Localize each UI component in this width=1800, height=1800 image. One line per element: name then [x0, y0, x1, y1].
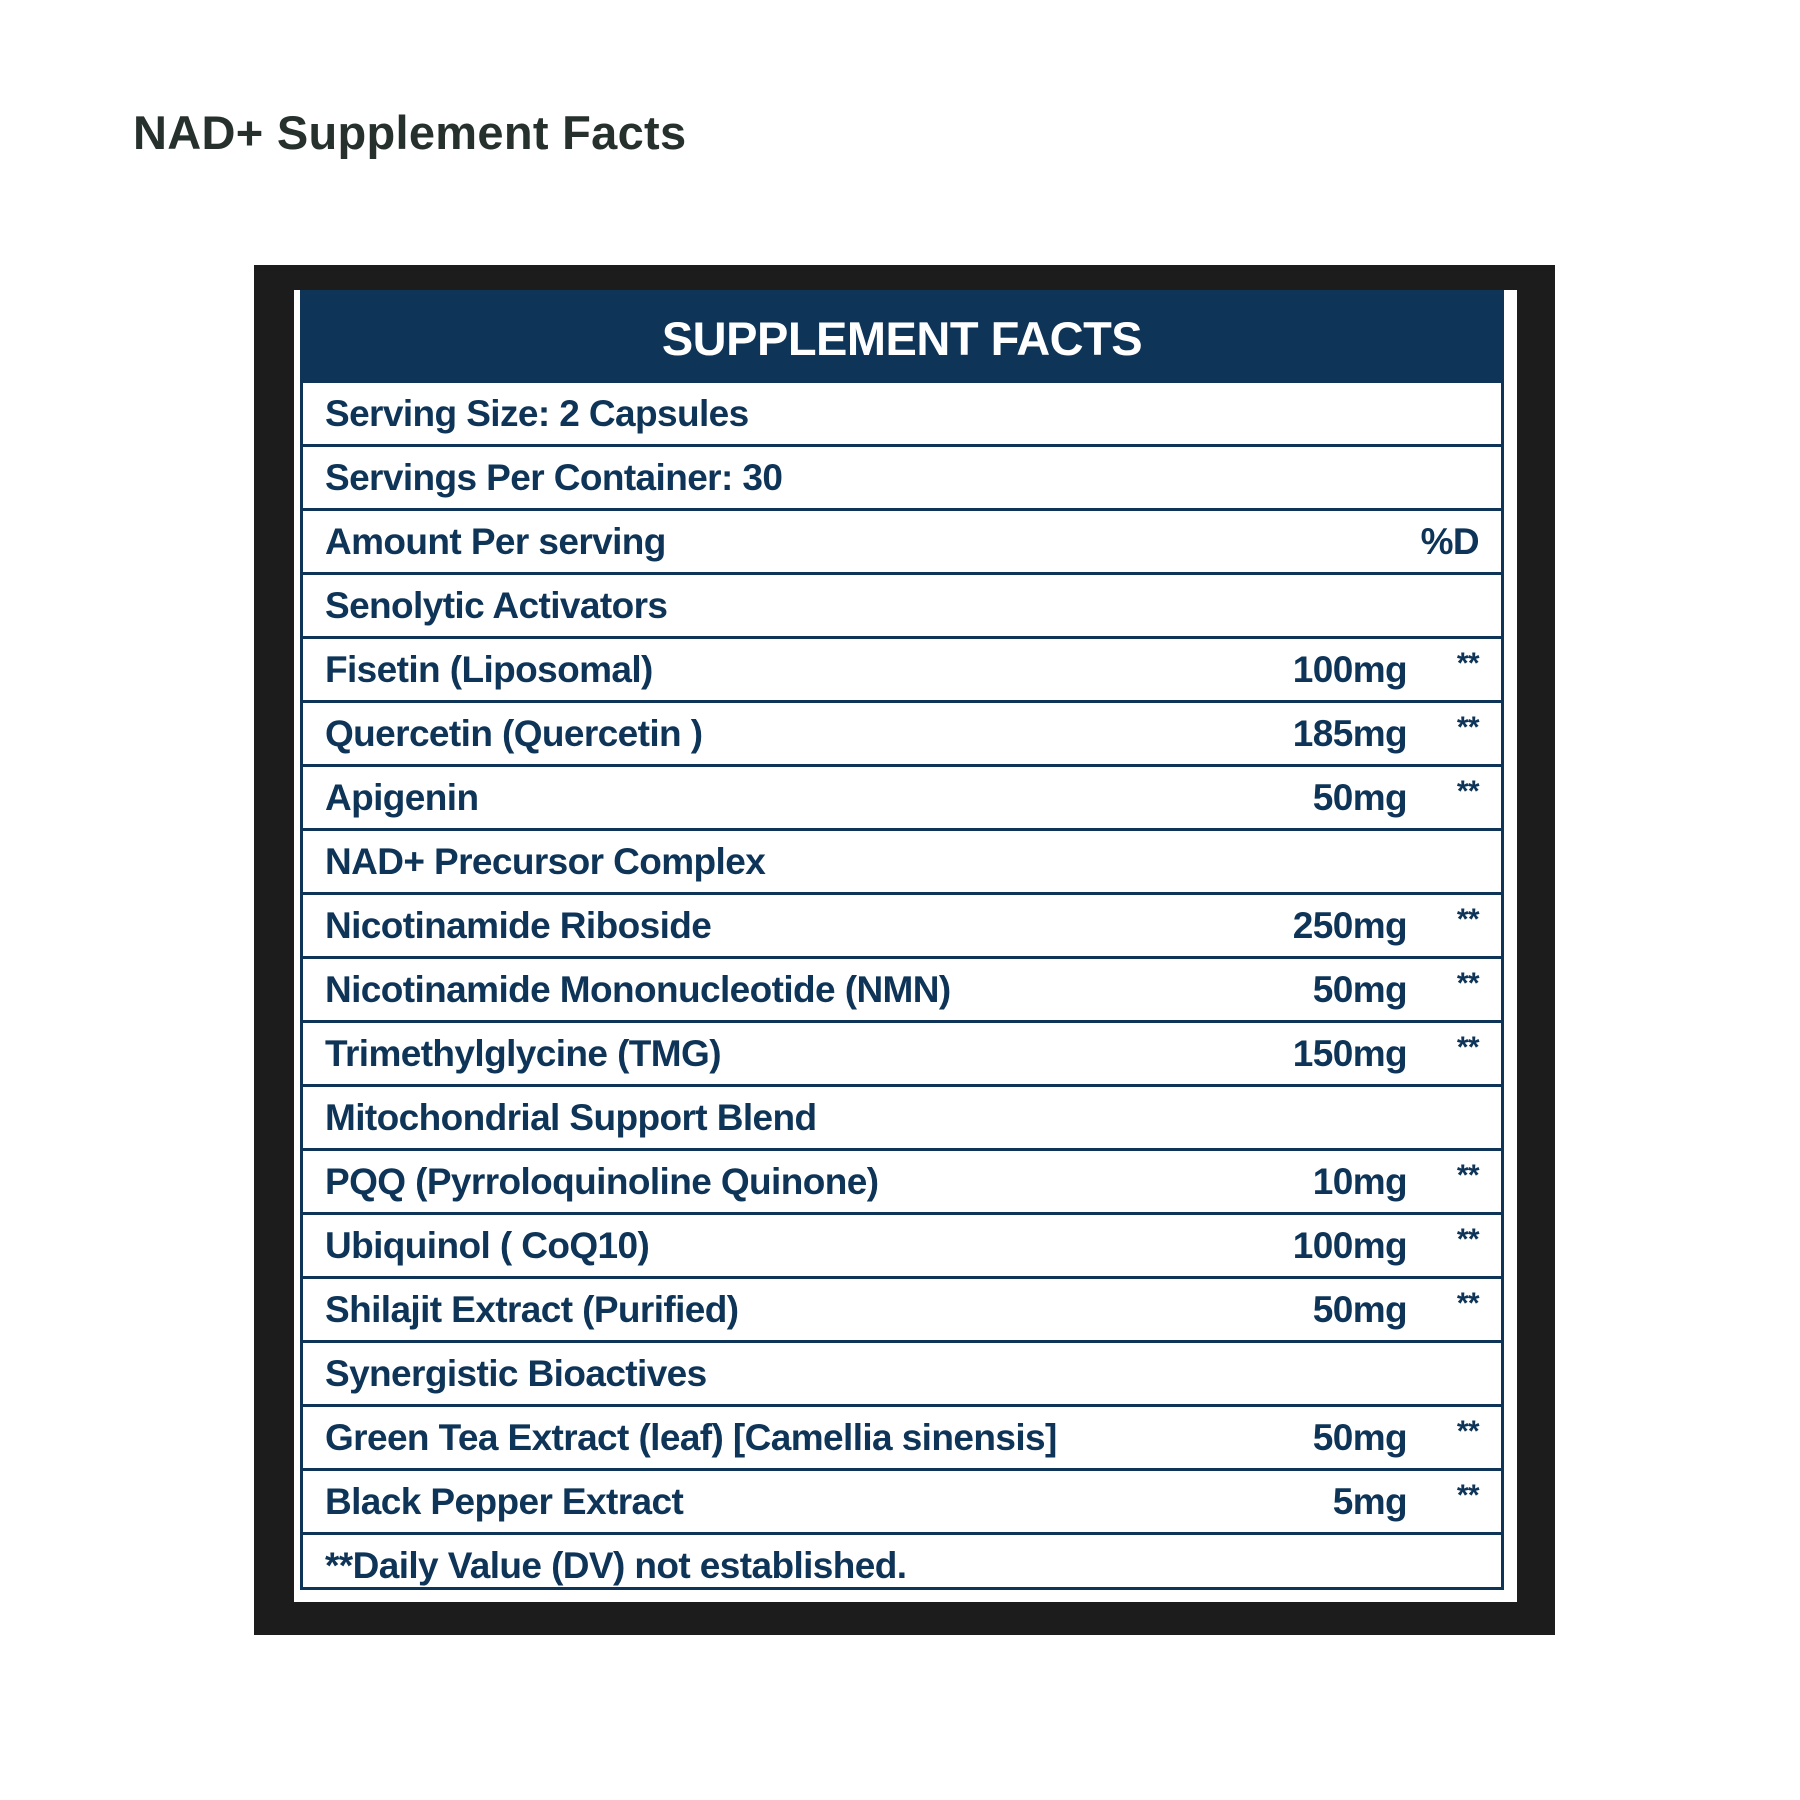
ingredient-amount: 250mg	[1292, 904, 1407, 946]
ingredient-row	[303, 767, 1501, 831]
ingredient-name: Ubiquinol ( CoQ10)	[325, 1224, 650, 1266]
ingredient-dv: **	[1456, 1030, 1479, 1064]
ingredient-amount: 5mg	[1332, 1480, 1407, 1522]
daily-value-footnote: **Daily Value (DV) not established.	[325, 1544, 907, 1586]
ingredient-row	[303, 1215, 1501, 1279]
facts-header: SUPPLEMENT FACTS	[303, 293, 1501, 383]
ingredient-name: Apigenin	[325, 776, 479, 818]
section-name: Mitochondrial Support Blend	[325, 1096, 817, 1138]
ingredient-name: Green Tea Extract (leaf) [Camellia sinensis]	[325, 1416, 1057, 1458]
ingredient-dv: **	[1456, 1414, 1479, 1448]
ingredient-amount: 185mg	[1292, 712, 1407, 754]
serving-size-row	[303, 383, 1501, 447]
section-heading	[303, 1087, 1501, 1151]
ingredient-amount: 10mg	[1312, 1160, 1407, 1202]
ingredient-row	[303, 703, 1501, 767]
ingredient-row	[303, 639, 1501, 703]
ingredient-name: Nicotinamide Riboside	[325, 904, 712, 946]
ingredient-name: Fisetin (Liposomal)	[325, 648, 653, 690]
ingredient-name: Shilajit Extract (Purified)	[325, 1288, 739, 1330]
ingredient-row	[303, 1151, 1501, 1215]
footnote-row	[303, 1535, 1501, 1590]
ingredient-row	[303, 959, 1501, 1023]
ingredient-row	[303, 895, 1501, 959]
ingredient-amount: 100mg	[1292, 1224, 1407, 1266]
ingredient-amount: 50mg	[1312, 1416, 1407, 1458]
ingredient-dv: **	[1456, 710, 1479, 744]
supplement-facts-label	[294, 290, 1517, 1602]
ingredient-name: Black Pepper Extract	[325, 1480, 684, 1522]
ingredient-dv: **	[1456, 774, 1479, 808]
ingredient-row	[303, 1471, 1501, 1535]
ingredient-row	[303, 1023, 1501, 1087]
ingredient-row	[303, 1279, 1501, 1343]
ingredient-amount: 150mg	[1292, 1032, 1407, 1074]
servings-per-container-row	[303, 447, 1501, 511]
ingredient-name: Nicotinamide Mononucleotide (NMN)	[325, 968, 951, 1010]
ingredient-dv: **	[1456, 1222, 1479, 1256]
section-name: Synergistic Bioactives	[325, 1352, 707, 1394]
section-name: Senolytic Activators	[325, 584, 668, 626]
section-heading	[303, 575, 1501, 639]
ingredient-dv: **	[1456, 1158, 1479, 1192]
ingredient-amount: 50mg	[1312, 968, 1407, 1010]
ingredient-name: Trimethylglycine (TMG)	[325, 1032, 721, 1074]
page-title: NAD+ Supplement Facts	[133, 106, 687, 159]
amount-per-serving-label: Amount Per serving	[325, 520, 666, 562]
section-heading	[303, 831, 1501, 895]
daily-value-header: %D	[1420, 520, 1479, 562]
ingredient-dv: **	[1456, 966, 1479, 1000]
ingredient-amount: 50mg	[1312, 1288, 1407, 1330]
ingredient-dv: **	[1456, 902, 1479, 936]
amount-header-row	[303, 511, 1501, 575]
servings-per-container: Servings Per Container: 30	[325, 456, 783, 498]
label-image-frame	[254, 265, 1555, 1635]
ingredient-dv: **	[1456, 646, 1479, 680]
ingredient-amount: 50mg	[1312, 776, 1407, 818]
ingredient-dv: **	[1456, 1478, 1479, 1512]
ingredient-name: PQQ (Pyrroloquinoline Quinone)	[325, 1160, 879, 1202]
ingredient-name: Quercetin (Quercetin )	[325, 712, 703, 754]
ingredient-row	[303, 1407, 1501, 1471]
ingredient-amount: 100mg	[1292, 648, 1407, 690]
ingredient-dv: **	[1456, 1286, 1479, 1320]
section-name: NAD+ Precursor Complex	[325, 840, 766, 882]
supplement-facts-table	[300, 290, 1504, 1590]
serving-size: Serving Size: 2 Capsules	[325, 392, 749, 434]
section-heading	[303, 1343, 1501, 1407]
